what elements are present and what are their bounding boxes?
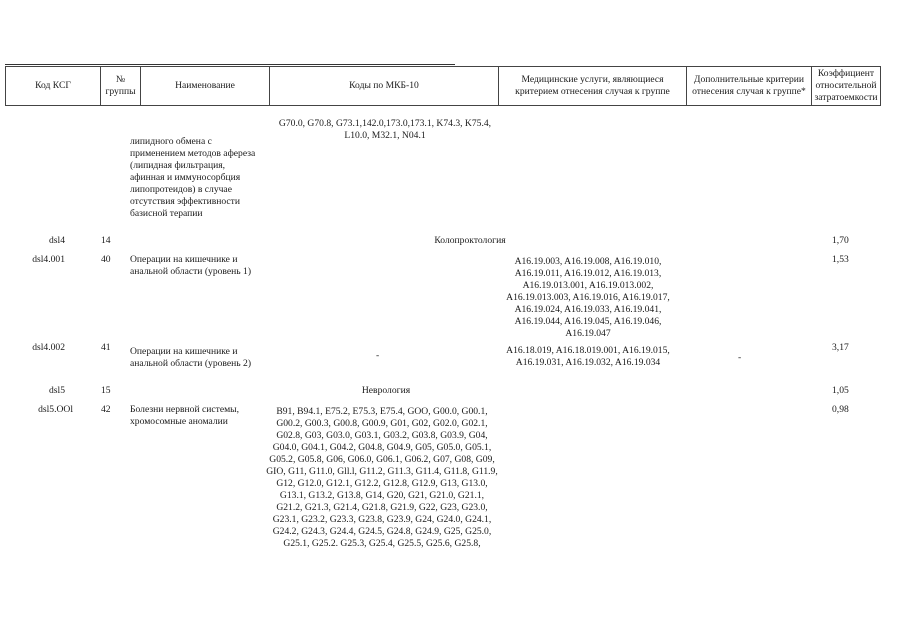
cont-mkb: G70.0, G70.8, G73.1,142.0,173.0,173.1, K74.3, K75.4, L10.0, M32.1, N04.1 bbox=[278, 118, 492, 141]
header-name: Наименование bbox=[141, 67, 270, 106]
dsl4-002-group: 41 bbox=[101, 342, 111, 353]
dsl5-title: Неврология bbox=[361, 385, 411, 396]
dsl4-002-extra: - bbox=[738, 352, 742, 363]
dsl5-001-name: Болезни нервной системы, хромосомные аномалии bbox=[130, 404, 239, 427]
header-ksg: Код КСГ bbox=[6, 67, 101, 106]
dsl4-code: dsl4 bbox=[49, 235, 65, 246]
dsl4-001-coef: 1,53 bbox=[832, 254, 849, 265]
header-group: № группы bbox=[101, 67, 141, 106]
dsl5-001-coef: 0,98 bbox=[832, 404, 849, 415]
dsl4-002-services: A16.18.019, A16.18.019.001, A16.19.015, A16.19.031, A16.19.032, A16.19.034 bbox=[506, 345, 670, 368]
dsl5-001-mkb: B91, B94.1, E75.2, E75.3, E75.4, GOO, G00.0, G00.1, G00.2, G00.3, G00.8, G00.9, G01, G02, G02.0, G02.1, G02.8, G03, G03.0, G03.1, G03.2, G03.8, G03.9, G04, G04.0, G04.1, G04.2, G04.8, G04.9, G05, G05.0, G05.1, G05.2, G05.8, G06, G06.0, G06.1, G06.2, G07, G08, G09, GIO, G11, G11.0, Gll.l, G11.2, G11.3, G11.4, G11.8, G11.9, G12, G12.0, G12.1, G12.2, G12.8, G12.9, G13, G13.0, G13.1, G13.2, G13.8, G14, G20, G21, G21.0, G21.1, G21.2, G21.3, G21.4, G21.8, G21.9, G22, G23, G23.0, G23.1, G23.2, G23.3, G23.8, G23.9, G24, G24.0, G24.1, G24.2, G24.3, G24.4, G24.5, G24.8, G24.9, G25, G25.0, G25.1, G25.2. G25.3, G25.4, G25.5, G25.6, G25.8, bbox=[266, 406, 498, 549]
dsl4-001-services: A16.19.003, A16.19.008, A16.19.010, A16.19.011, A16.19.012, A16.19.013, A16.19.013.001, A16.19.013.002, A16.19.013.003, A16.19.016, A16.19.017, A16.19.024, A16.19.033, A16.19.041, A16.19.044, A16.19.045, A16.19.046, A16.19.047 bbox=[506, 256, 670, 339]
dsl5-coef: 1,05 bbox=[832, 385, 849, 396]
dsl4-coef: 1,70 bbox=[832, 235, 849, 246]
header-mkb: Коды по МКБ-10 bbox=[270, 67, 499, 106]
top-rule bbox=[5, 64, 455, 65]
dsl4-group: 14 bbox=[101, 235, 111, 246]
header-coef: Коэффициент относительной затратоемкости bbox=[812, 67, 881, 106]
header-services: Медицинские услуги, являющиеся критерием отнесения случая к группе bbox=[499, 67, 687, 106]
dsl5-group: 15 bbox=[101, 385, 111, 396]
dsl4-title: Колопроктология bbox=[434, 235, 506, 246]
dsl5-001-group: 42 bbox=[101, 404, 111, 415]
cont-name: липидного обмена с применением методов афереза (липидная фильтрация, афинная и иммуносорбция липопротеидов) в случае отсутствия эффективности базисной терапии bbox=[130, 136, 256, 219]
dsl4-002-coef: 3,17 bbox=[832, 342, 849, 353]
dsl4-001-code: dsl4.001 bbox=[32, 254, 65, 265]
dsl5-001-code: dsl5.OOl bbox=[38, 404, 73, 415]
dsl4-001-group: 40 bbox=[101, 254, 111, 265]
dsl4-002-name: Операции на кишечнике и анальной области (уровень 2) bbox=[130, 346, 252, 369]
dsl4-002-mkb: - bbox=[376, 350, 380, 361]
dsl4-001-name: Операции на кишечнике и анальной области (уровень 1) bbox=[130, 254, 252, 277]
table-header bbox=[5, 66, 881, 106]
header-extra: Дополнительные критерии отнесения случая к группе* bbox=[687, 67, 812, 106]
dsl5-code: dsl5 bbox=[49, 385, 65, 396]
dsl4-002-code: dsl4.002 bbox=[32, 342, 65, 353]
